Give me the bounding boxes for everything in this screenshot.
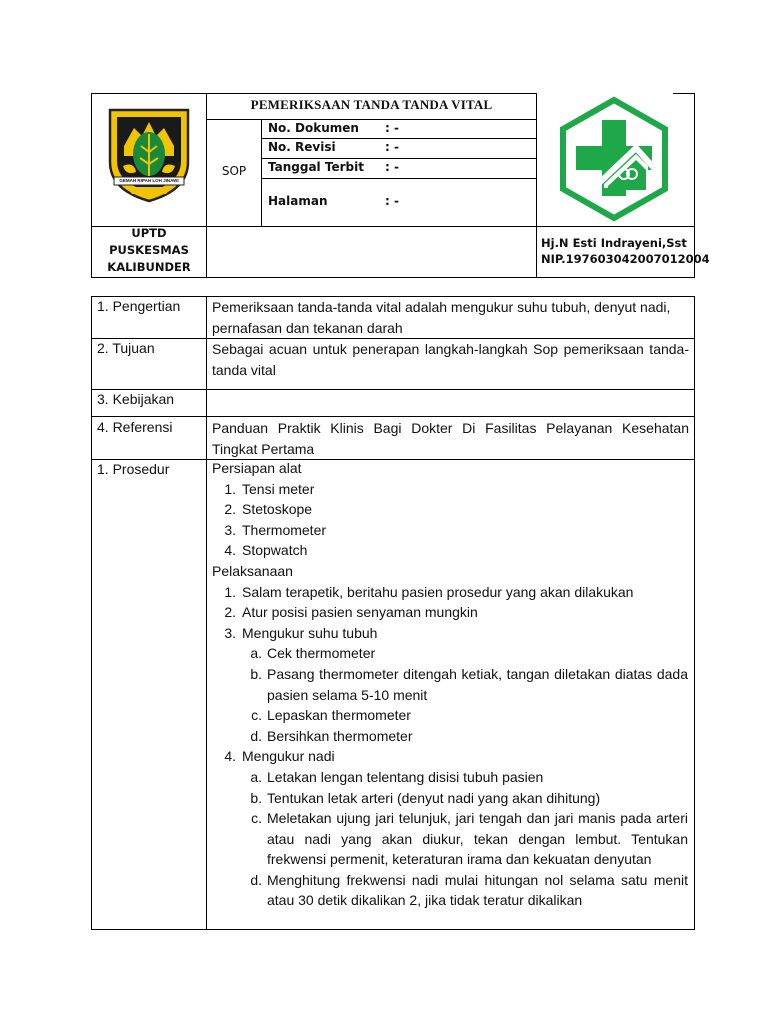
list-item: 4. Mengukur nadi	[224, 748, 335, 765]
text-pengertian: Pemeriksaan tanda-tanda vital adalah mengukur suhu tubuh, denyut nadi, pernafasan dan tekanan darah	[212, 299, 671, 336]
list-item: d. Bersihkan thermometer	[250, 727, 413, 744]
list-item: b. Pasang thermometer ditengah ketiak, tangan diletakan diatas dada pasien selama 5-10 menit	[250, 665, 688, 703]
alat-list	[212, 479, 688, 561]
meta-label-revisi: No. Revisi	[268, 140, 336, 154]
meta-label-dokumen: No. Dokumen	[268, 121, 359, 135]
steps-list	[212, 582, 688, 912]
list-item: 1. Salam terapetik, beritahu pasien prosedur yang akan dilakukan	[224, 583, 634, 600]
list-item: 3. Mengukur suhu tubuh	[224, 624, 378, 641]
sublist-suhu	[214, 643, 688, 746]
pelaksanaan-heading: Pelaksanaan	[212, 562, 293, 579]
org-line-3: KALIBUNDER	[107, 260, 191, 274]
regency-emblem	[106, 106, 192, 204]
list-item: a. Letakan lengan telentang disisi tubuh pasien	[250, 768, 544, 785]
meta-value-halaman: : -	[385, 194, 399, 208]
list-item: d. Menghitung frekwensi nadi mulai hitungan nol selama satu menit atau 30 detik dikalikan 2, jika tidak teratur dikalikan	[250, 871, 688, 909]
label-kebijakan: 3. Kebijakan	[97, 391, 175, 407]
label-referensi: 4. Referensi	[97, 419, 173, 435]
document-title: PEMERIKSAAN TANDA TANDA VITAL	[250, 97, 493, 112]
list-item: 4. Stopwatch	[224, 542, 308, 559]
org-line-2: PUSKESMAS	[109, 243, 189, 257]
list-item: 2. Stetoskope	[224, 501, 313, 518]
signer-nip: NIP.197603042007012004	[541, 252, 710, 266]
text-tujuan: Sebagai acuan untuk penerapan langkah-langkah Sop pemeriksaan tanda-tanda vital	[212, 341, 689, 378]
list-item: b. Tentukan letak arteri (denyut nadi yang akan dihitung)	[250, 789, 601, 806]
meta-label-halaman: Halaman	[268, 194, 328, 208]
meta-value-dokumen: : -	[385, 121, 399, 135]
list-item: c. Lepaskan thermometer	[251, 707, 411, 724]
list-item: c. Meletakan ujung jari telunjuk, jari tengah dan jari manis pada arteri atau nadi yang akan diukur, tekan dengan lembut. Tentukan frekwensi permenit, keteraturan irama dan kekuatan denyutan	[251, 810, 688, 868]
list-item: a. Cek thermometer	[250, 645, 376, 662]
label-tujuan: 2. Tujuan	[97, 340, 155, 356]
puskesmas-logo	[558, 96, 670, 222]
meta-label-tanggal: Tanggal Terbit	[268, 160, 364, 174]
org-line-1: UPTD	[131, 226, 167, 240]
meta-value-revisi: : -	[385, 140, 399, 154]
list-item: 1. Tensi meter	[224, 480, 315, 497]
text-referensi: Panduan Praktik Klinis Bagi Dokter Di Fasilitas Pelayanan Kesehatan Tingkat Pertama	[212, 420, 689, 457]
label-pengertian: 1. Pengertian	[97, 298, 181, 314]
sop-label: SOP	[221, 164, 247, 178]
meta-value-tanggal: : -	[385, 160, 399, 174]
signer-name: Hj.N Esti Indrayeni,Sst	[541, 236, 687, 250]
prosedur-content	[212, 458, 688, 928]
emblem-motto: GEMAH RIPAH LOH JINAWI	[119, 178, 179, 183]
list-item: 2. Atur posisi pasien senyaman mungkin	[224, 604, 478, 621]
sublist-nadi	[214, 767, 688, 911]
label-prosedur: 1. Prosedur	[97, 461, 170, 477]
persiapan-heading: Persiapan alat	[212, 460, 302, 476]
list-item: 3. Thermometer	[224, 521, 327, 538]
